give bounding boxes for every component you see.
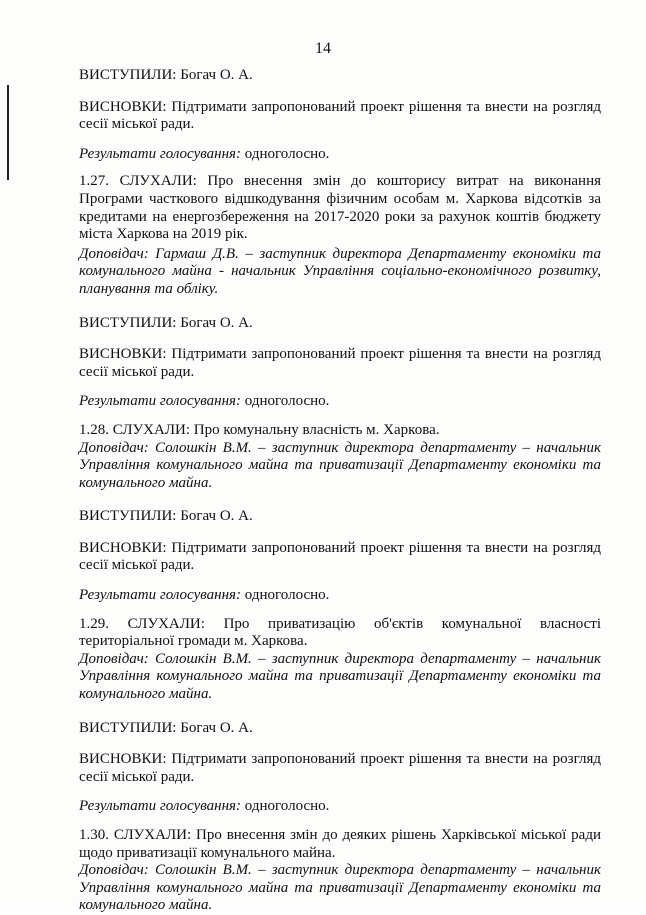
vote-value: одноголосно. — [241, 798, 330, 815]
vote-value: одноголосно. — [241, 145, 330, 162]
speakers-line: ВИСТУПИЛИ: Богач О. А. — [79, 314, 253, 331]
margin-mark — [7, 85, 9, 180]
vote-label: Результати голосування: — [79, 587, 242, 604]
vote-result — [79, 798, 601, 816]
heard-item-1-29-line1: 1.29. СЛУХАЛИ: Про приватизацію об'єктів комунальної власності — [79, 615, 601, 632]
conclusion-paragraph: ВИСНОВКИ: Підтримати запропонований проект рішення та внести на розгляд сесії міської ради. — [79, 98, 601, 133]
speakers-line: ВИСТУПИЛИ: Богач О. А. — [79, 508, 253, 525]
vote-value: одноголосно. — [241, 587, 330, 604]
vote-result — [79, 587, 601, 605]
vote-result — [79, 146, 601, 164]
vote-result — [79, 393, 601, 411]
vote-label: Результати голосування: — [79, 393, 242, 410]
heard-item-1-30: 1.30. СЛУХАЛИ: Про внесення змін до деяких рішень Харківської міської ради щодо приватизації комунального майна. — [79, 827, 601, 861]
vote-label: Результати голосування: — [79, 798, 242, 815]
speaker-1-28: Доповідач: Солошкін В.М. – заступник директора департаменту – начальник Управління комунального майна та приватизації Департаменту економіки та комунального майна. — [79, 439, 601, 491]
heard-item-1-28: 1.28. СЛУХАЛИ: Про комунальну власність м. Харкова. — [79, 421, 440, 438]
speaker-1-30: Доповідач: Солошкін В.М. – заступник директора департаменту – начальник Управління комунального майна та приватизації Департаменту економіки та комунального майна. — [79, 862, 601, 914]
speakers-line: ВИСТУПИЛИ: Богач О. А. — [79, 67, 253, 83]
conclusion-paragraph: ВИСНОВКИ: Підтримати запропонований проект рішення та внести на розгляд сесії міської ради. — [79, 346, 601, 380]
page-number: 14 — [315, 40, 331, 57]
heard-item-1-29-line2: територіальної громади м. Харкова. — [79, 633, 308, 650]
vote-value: одноголосно. — [241, 393, 330, 410]
heard-item-1-27: 1.27. СЛУХАЛИ: Про внесення змін до кошторису витрат на виконання Програми часткового відшкодування фізичним особам м. Харкова відсотків за кредитами на енергозбереження на 2017-2020 роки за рахунок коштів бюджету міста Харкова на 2019 рік. — [79, 173, 601, 243]
conclusion-paragraph: ВИСНОВКИ: Підтримати запропонований проект рішення та внести на розгляд сесії міської ради. — [79, 751, 601, 785]
speaker-1-29: Доповідач: Солошкін В.М. – заступник директора департаменту – начальник Управління комунального майна та приватизації Департаменту економіки та комунального майна. — [79, 650, 601, 703]
speakers-line: ВИСТУПИЛИ: Богач О. А. — [79, 719, 253, 736]
speaker-1-27: Доповідач: Гармаш Д.В. – заступник директора Департаменту економіки та комунального майна - начальник Управління соціально-економічного розвитку, планування та обліку. — [79, 245, 601, 297]
vote-label: Результати голосування: — [79, 145, 242, 162]
minutes-body — [79, 67, 601, 915]
conclusion-paragraph: ВИСНОВКИ: Підтримати запропонований проект рішення та внести на розгляд сесії міської ради. — [79, 539, 601, 574]
